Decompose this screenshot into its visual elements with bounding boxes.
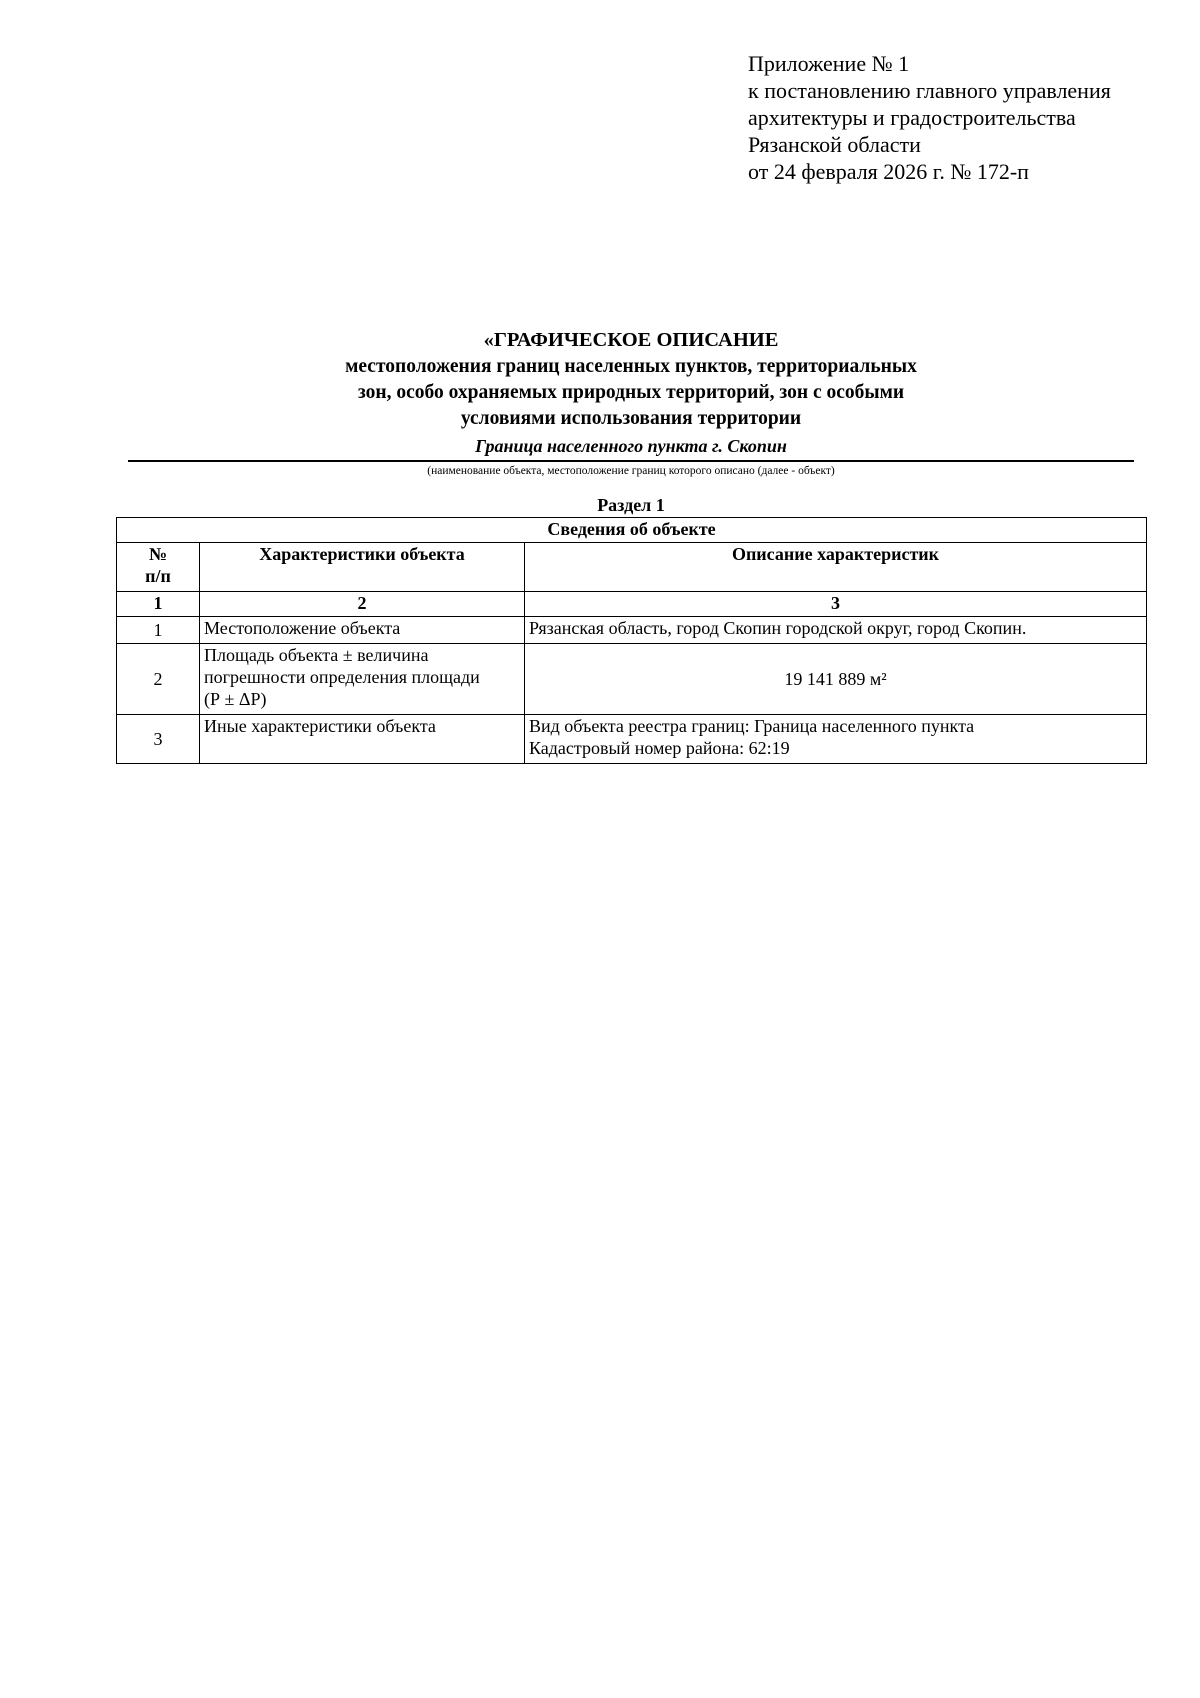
row-description-line: Кадастровый номер района: 62:19 <box>529 738 790 758</box>
title-line: условиями использования территории <box>460 408 802 429</box>
appendix-line: Приложение № 1 <box>748 51 910 76</box>
row-characteristic-line: (Р ± ΔР) <box>204 689 267 709</box>
table-row <box>117 617 1147 644</box>
row-num: 1 <box>117 617 200 644</box>
column-number: 2 <box>200 592 525 617</box>
row-description: 19 141 889 м² <box>525 644 1147 715</box>
row-description-line: Вид объекта реестра границ: Граница населенного пункта <box>529 716 975 736</box>
row-num: 3 <box>117 715 200 764</box>
row-characteristic: Местоположение объекта <box>200 617 525 644</box>
appendix-line: Рязанской области <box>748 132 921 157</box>
appendix-line: от 24 февраля 2026 г. № 172-п <box>748 159 1029 184</box>
row-characteristic-line: погрешности определения площади <box>204 667 480 687</box>
row-characteristic <box>200 644 525 715</box>
table-row <box>117 715 1147 764</box>
table-row <box>117 644 1147 715</box>
section-title: Раздел 1 <box>597 495 665 515</box>
header-num <box>117 543 200 592</box>
title-line: местоположения границ населенных пунктов, территориальных <box>345 356 917 377</box>
title-line: зон, особо охраняемых природных территорий, зон с особыми <box>357 382 905 403</box>
table-caption-row <box>117 518 1147 543</box>
row-characteristic-line: Площадь объекта ± величина <box>204 645 429 665</box>
column-number: 1 <box>117 592 200 617</box>
row-num: 2 <box>117 644 200 715</box>
object-name-underline <box>128 460 1134 462</box>
object-caption: (наименование объекта, местоположение границ которого описано (далее - объект) <box>427 465 835 477</box>
title-main: «ГРАФИЧЕСКОЕ ОПИСАНИЕ <box>483 329 779 351</box>
header-num-line: № <box>148 544 168 564</box>
appendix-header <box>748 50 1111 185</box>
appendix-line: архитектуры и градостроительства <box>748 105 1076 130</box>
table-header-row <box>117 543 1147 592</box>
appendix-line: к постановлению главного управления <box>748 78 1111 103</box>
object-info-table <box>116 517 1147 764</box>
header-num-line: п/п <box>145 566 171 586</box>
object-name: Граница населенного пункта г. Скопин <box>475 436 787 456</box>
column-number-row <box>117 592 1147 617</box>
header-characteristics: Характеристики объекта <box>200 543 525 592</box>
table-caption: Сведения об объекте <box>117 518 1147 543</box>
column-number: 3 <box>525 592 1147 617</box>
document-title <box>128 326 1134 432</box>
row-characteristic: Иные характеристики объекта <box>200 715 525 764</box>
row-description: Рязанская область, город Скопин городской округ, город Скопин. <box>525 617 1147 644</box>
header-description: Описание характеристик <box>525 543 1147 592</box>
row-description <box>525 715 1147 764</box>
